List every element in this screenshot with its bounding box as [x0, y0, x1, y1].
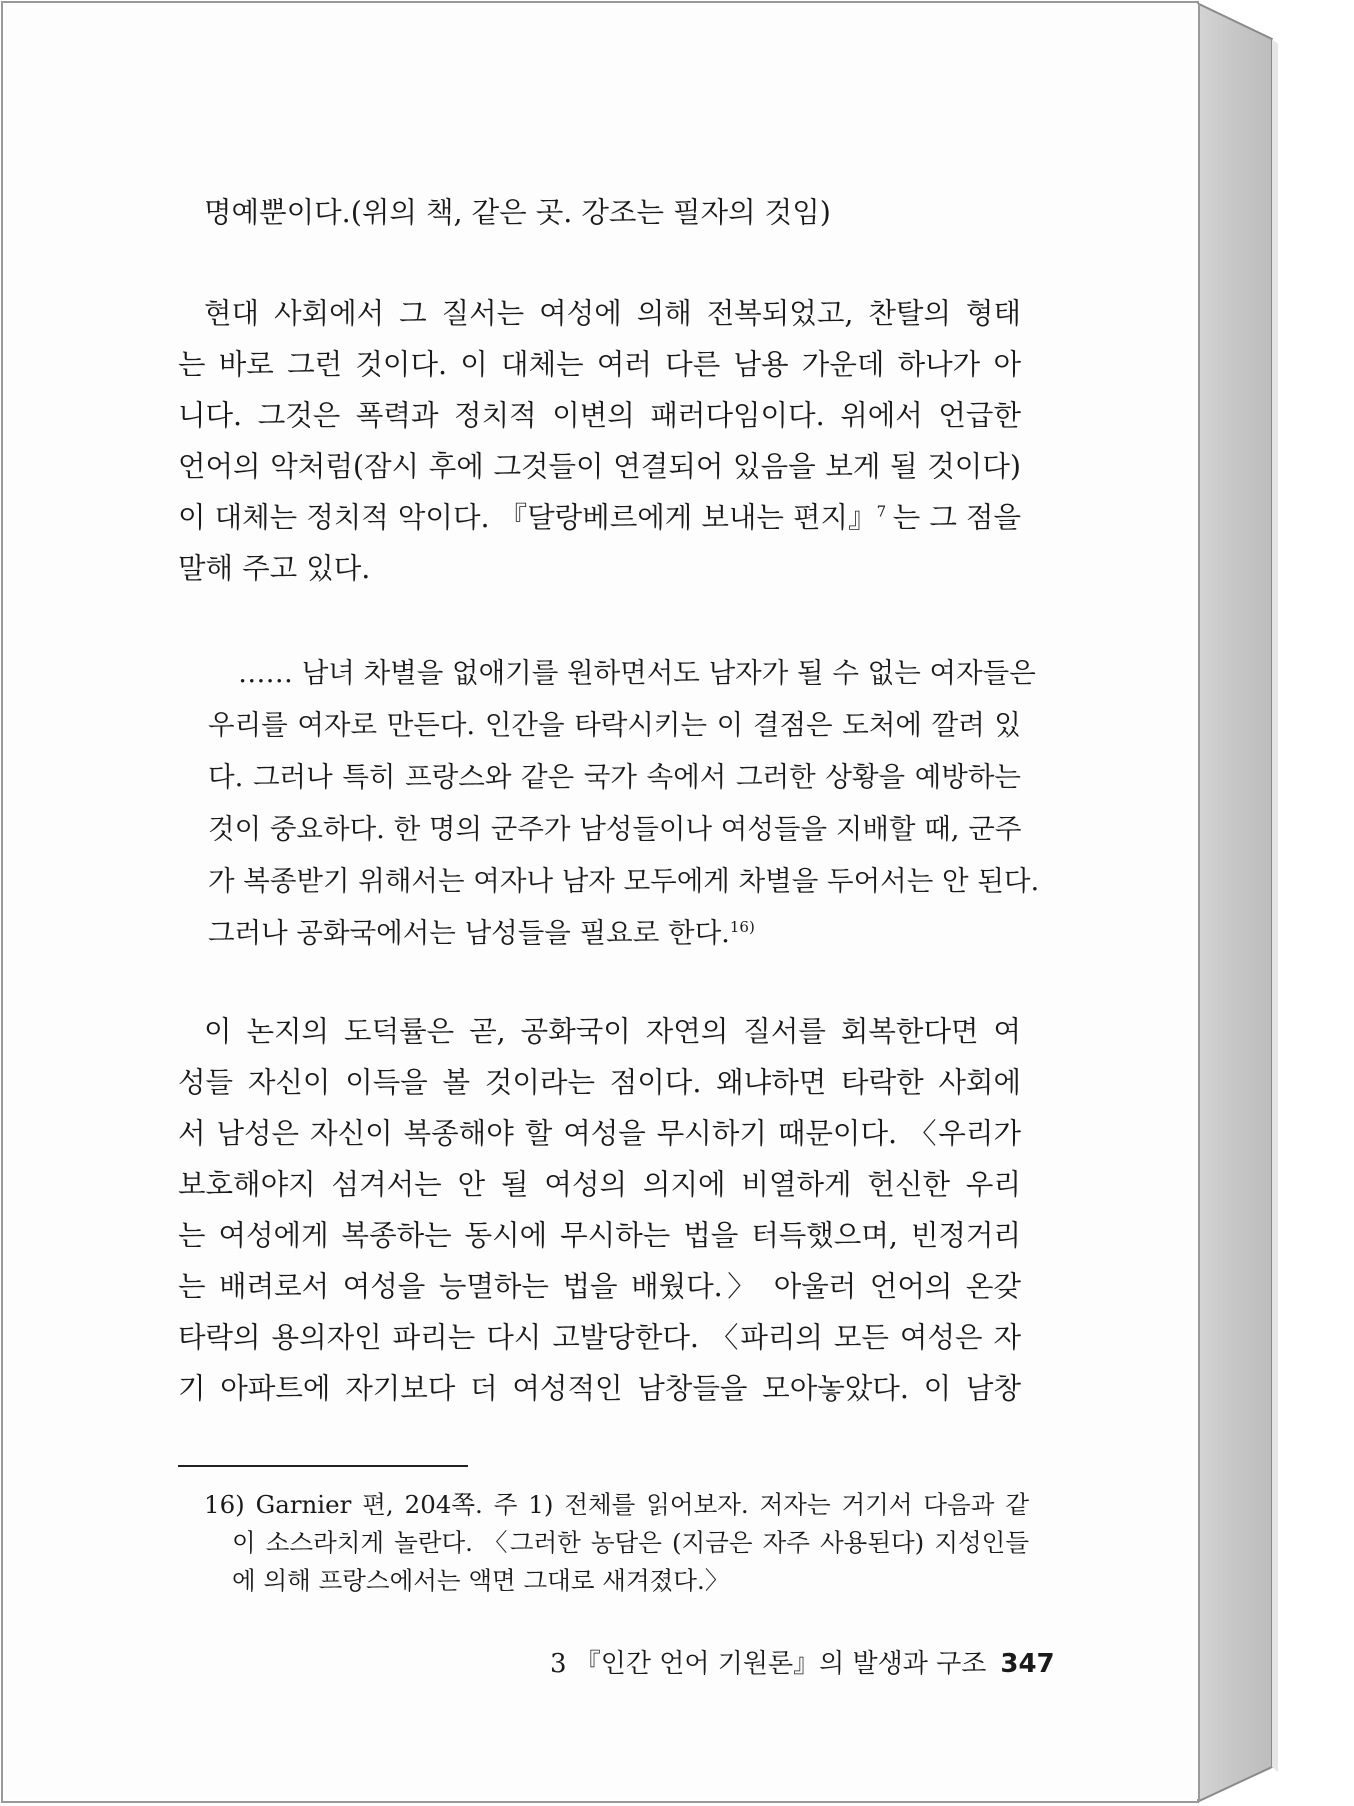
paragraph-line: 는 여성에게 복종하는 동시에 무시하는 법을 터득했으며, 빈정거리 — [178, 1219, 1021, 1252]
quote-line: 다. 그러나 특히 프랑스와 같은 국가 속에서 그러한 상황을 예방하는 — [208, 761, 1021, 793]
quote-line: 것이 중요하다. 한 명의 군주가 남성들이나 여성들을 지배할 때, 군주 — [208, 813, 1022, 845]
paragraph-line: 말해 주고 있다. — [178, 552, 371, 585]
quote-line: 가 복종받기 위해서는 여자나 남자 모두에게 차별을 두어서는 안 된다. — [208, 865, 1040, 897]
paragraph-line: 보호해야지 섬겨서는 안 될 여성의 의지에 비열하게 헌신한 우리 — [178, 1168, 1021, 1201]
paragraph-line: 기 아파트에 자기보다 더 여성적인 남창들을 모아놓았다. 이 남창 — [178, 1372, 1021, 1405]
paragraph-line: 타락의 용의자인 파리는 다시 고발당한다. 〈파리의 모든 여성은 자 — [178, 1321, 1021, 1354]
paragraph-line: 는 바로 그런 것이다. 이 대체는 여러 다른 남용 가운데 하나가 아 — [178, 348, 1021, 381]
paragraph-line: 서 남성은 자신이 복종해야 할 여성을 무시하기 때문이다. 〈우리가 — [178, 1117, 1021, 1150]
quote-line: …… 남녀 차별을 없애기를 원하면서도 남자가 될 수 없는 여자들은 — [238, 657, 1036, 689]
book-side — [1199, 4, 1272, 1801]
footnote-rule — [178, 1465, 468, 1467]
footnote-line: 이 소스라치게 놀란다. 〈그러한 농담은 (지금은 자주 사용된다) 지성인들 — [232, 1528, 1029, 1557]
paragraph-text-tail: 는 그 점을 — [892, 501, 1021, 534]
paragraph-line: 언어의 악처럼(잠시 후에 그것들이 연결되어 있음을 보게 될 것이다) — [178, 450, 1021, 483]
footnote-line: 에 의해 프랑스에서는 액면 그대로 새겨졌다.〉 — [232, 1566, 730, 1595]
running-footer — [550, 1643, 1055, 1680]
continued-quote-line: 명예뿐이다.(위의 책, 같은 곳. 강조는 필자의 것임) — [204, 196, 831, 229]
footnote-line: 16) Garnier 편, 204쪽. 주 1) 전체를 읽어보자. 저자는 거기서 다음과 같 — [204, 1490, 1029, 1519]
paragraph-line: 성들 자신이 이득을 볼 것이라는 점이다. 왜냐하면 타락한 사회에 — [178, 1066, 1021, 1099]
quote-text: 그러나 공화국에서는 남성들을 필요로 한다. — [208, 917, 730, 949]
paragraph-line — [178, 495, 1021, 536]
quote-line: 우리를 여자로 만든다. 인간을 타락시키는 이 결점은 도처에 깔려 있 — [208, 709, 1021, 741]
paragraph-text: 이 대체는 정치적 악이다. 『달랑베르에게 보내는 편지』 — [178, 501, 877, 534]
paragraph-line: 는 배려로서 여성을 능멸하는 법을 배웠다.〉 아울러 언어의 온갖 — [178, 1270, 1021, 1303]
page-number: 347 — [1000, 1649, 1055, 1679]
paragraph-line: 니다. 그것은 폭력과 정치적 이변의 패러다임이다. 위에서 언급한 — [178, 399, 1021, 432]
footnote-reference: 16) — [729, 917, 755, 936]
paragraph-line: 현대 사회에서 그 질서는 여성에 의해 전복되었고, 찬탈의 형태 — [204, 297, 1021, 330]
paragraph-line: 이 논지의 도덕률은 곧, 공화국이 자연의 질서를 회복한다면 여 — [204, 1015, 1021, 1048]
running-head-title: 3 『인간 언어 기원론』의 발생과 구조 — [550, 1649, 987, 1679]
endnote-reference: 7 — [876, 502, 887, 521]
quote-line — [208, 910, 1021, 950]
